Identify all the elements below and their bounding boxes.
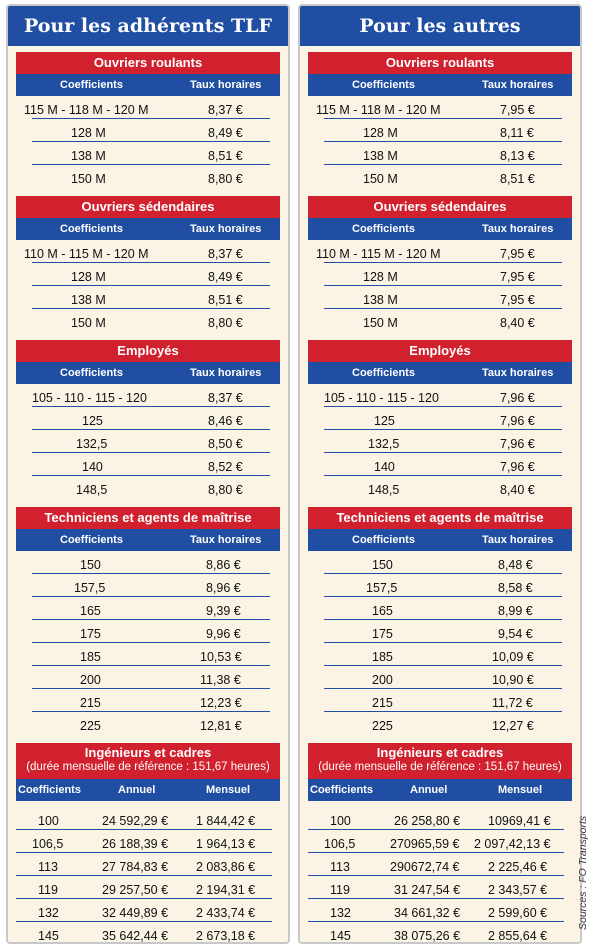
table-row: 150 M 8,80 € (71, 172, 243, 186)
header-coefficients: Coefficients (352, 367, 415, 379)
header-taux-horaires: Taux horaires (190, 534, 262, 546)
table-row: 115 M - 118 M - 120 M 7,95 € (308, 96, 572, 119)
table-header (16, 529, 280, 551)
table-header (308, 362, 572, 384)
table-header (16, 218, 280, 240)
section-title-employes: Employés (16, 340, 280, 362)
section-title-ouvriers-roulants: Ouvriers roulants (308, 52, 572, 74)
table-row: 106,5 26 188,39 € 1 964,13 € (16, 830, 280, 853)
table-row: 132 32 449,89 € 2 433,74 € (16, 899, 280, 922)
table-row: 215 12,23 € (16, 689, 280, 712)
header-mensuel: Mensuel (206, 784, 251, 796)
section-title-text: Ingénieurs et cadres (84, 745, 212, 760)
table-row: 215 11,72 € (308, 689, 572, 712)
table-row: 138 M 8,51 € (16, 286, 280, 309)
section-title-techniciens: Techniciens et agents de maîtrise (308, 507, 572, 529)
table-row: 200 11,38 € (16, 666, 280, 689)
column-adherents-tlf (6, 4, 290, 944)
table-row: 157,5 8,96 € (16, 574, 280, 597)
table-row: 110 M - 115 M - 120 M 7,95 € (308, 240, 572, 263)
section-title-ouvriers-sedentaires: Ouvriers sédendaires (16, 196, 280, 218)
table-header (308, 74, 572, 96)
table-row: 110 M - 115 M - 120 M 8,37 € (16, 240, 280, 263)
table-row: 100 26 258,80 € 10969,41 € (308, 807, 572, 830)
table-header (16, 362, 280, 384)
header-annuel: Annuel (410, 784, 448, 796)
header-taux-horaires: Taux horaires (190, 367, 262, 379)
section-title-ingenieurs (16, 743, 280, 779)
table-row: 138 M 7,95 € (308, 286, 572, 309)
source-credit: Sources : FO Transports (577, 815, 589, 930)
table-row: 119 31 247,54 € 2 343,57 € (308, 876, 572, 899)
column-autres (298, 4, 582, 944)
header-annuel: Annuel (118, 784, 156, 796)
table-header (16, 74, 280, 96)
table-row: 132,5 7,96 € (308, 430, 572, 453)
table-row: 140 7,96 € (308, 453, 572, 476)
header-taux-horaires: Taux horaires (482, 367, 554, 379)
table-row: 148,5 8,40 € (368, 483, 535, 497)
table-row: 100 24 592,29 € 1 844,42 € (16, 807, 280, 830)
table-row: 128 M 7,95 € (308, 263, 572, 286)
header-taux-horaires: Taux horaires (190, 79, 262, 91)
table-row: 165 8,99 € (308, 597, 572, 620)
section-title-text: Ingénieurs et cadres (376, 745, 504, 760)
table-row: 200 10,90 € (308, 666, 572, 689)
column-title: Pour les autres (300, 6, 580, 46)
section-title-ouvriers-roulants: Ouvriers roulants (16, 52, 280, 74)
table-header (308, 779, 572, 801)
table-row: 150 8,86 € (16, 551, 280, 574)
table-header (308, 529, 572, 551)
table-header (16, 779, 280, 801)
header-coefficients: Coefficients (352, 79, 415, 91)
section-title-ouvriers-sedentaires: Ouvriers sédendaires (308, 196, 572, 218)
table-row: 150 8,48 € (308, 551, 572, 574)
table-row: 128 M 8,11 € (308, 119, 572, 142)
section-subtitle: (durée mensuelle de référence : 151,67 heures) (26, 761, 270, 773)
header-mensuel: Mensuel (498, 784, 543, 796)
header-taux-horaires: Taux horaires (190, 223, 262, 235)
table-row: 145 38 075,26 € 2 855,64 € (330, 929, 548, 943)
table-row: 125 8,46 € (16, 407, 280, 430)
table-row: 175 9,54 € (308, 620, 572, 643)
header-coefficients: Coefficients (352, 223, 415, 235)
table-row: 145 35 642,44 € 2 673,18 € (38, 929, 256, 943)
header-coefficients: Coefficients (60, 534, 123, 546)
table-row: 225 12,27 € (372, 719, 534, 733)
table-row: 132,5 8,50 € (16, 430, 280, 453)
header-coefficients: Coefficients (352, 534, 415, 546)
section-title-employes: Employés (308, 340, 572, 362)
table-row: 148,5 8,80 € (76, 483, 243, 497)
table-row: 225 12,81 € (80, 719, 242, 733)
header-taux-horaires: Taux horaires (482, 79, 554, 91)
header-coefficients: Coefficients (18, 784, 81, 796)
header-coefficients: Coefficients (60, 223, 123, 235)
table-row: 128 M 8,49 € (16, 263, 280, 286)
table-row: 106,5 270965,59 € 2 097,42,13 € (308, 830, 572, 853)
table-row: 140 8,52 € (16, 453, 280, 476)
header-coefficients: Coefficients (310, 784, 373, 796)
table-row: 105 - 110 - 115 - 120 8,37 € (16, 384, 280, 407)
table-row: 175 9,96 € (16, 620, 280, 643)
table-row: 115 M - 118 M - 120 M 8,37 € (16, 96, 280, 119)
table-row: 150 M 8,51 € (363, 172, 535, 186)
table-row: 125 7,96 € (308, 407, 572, 430)
header-taux-horaires: Taux horaires (482, 534, 554, 546)
table-row: 132 34 661,32 € 2 599,60 € (308, 899, 572, 922)
table-row: 113 27 784,83 € 2 083,86 € (16, 853, 280, 876)
section-subtitle: (durée mensuelle de référence : 151,67 heures) (318, 761, 562, 773)
table-row: 185 10,09 € (308, 643, 572, 666)
table-row: 138 M 8,51 € (16, 142, 280, 165)
table-row: 150 M 8,40 € (363, 316, 535, 330)
header-coefficients: Coefficients (60, 367, 123, 379)
table-row: 138 M 8,13 € (308, 142, 572, 165)
section-title-ingenieurs (308, 743, 572, 779)
table-row: 119 29 257,50 € 2 194,31 € (16, 876, 280, 899)
table-row: 157,5 8,58 € (308, 574, 572, 597)
table-header (308, 218, 572, 240)
table-row: 105 - 110 - 115 - 120 7,96 € (308, 384, 572, 407)
table-row: 185 10,53 € (16, 643, 280, 666)
section-title-techniciens: Techniciens et agents de maîtrise (16, 507, 280, 529)
table-row: 113 290672,74 € 2 225,46 € (308, 853, 572, 876)
table-row: 128 M 8,49 € (16, 119, 280, 142)
header-taux-horaires: Taux horaires (482, 223, 554, 235)
table-row: 165 9,39 € (16, 597, 280, 620)
column-title: Pour les adhérents TLF (8, 6, 288, 46)
table-row: 150 M 8,80 € (71, 316, 243, 330)
header-coefficients: Coefficients (60, 79, 123, 91)
